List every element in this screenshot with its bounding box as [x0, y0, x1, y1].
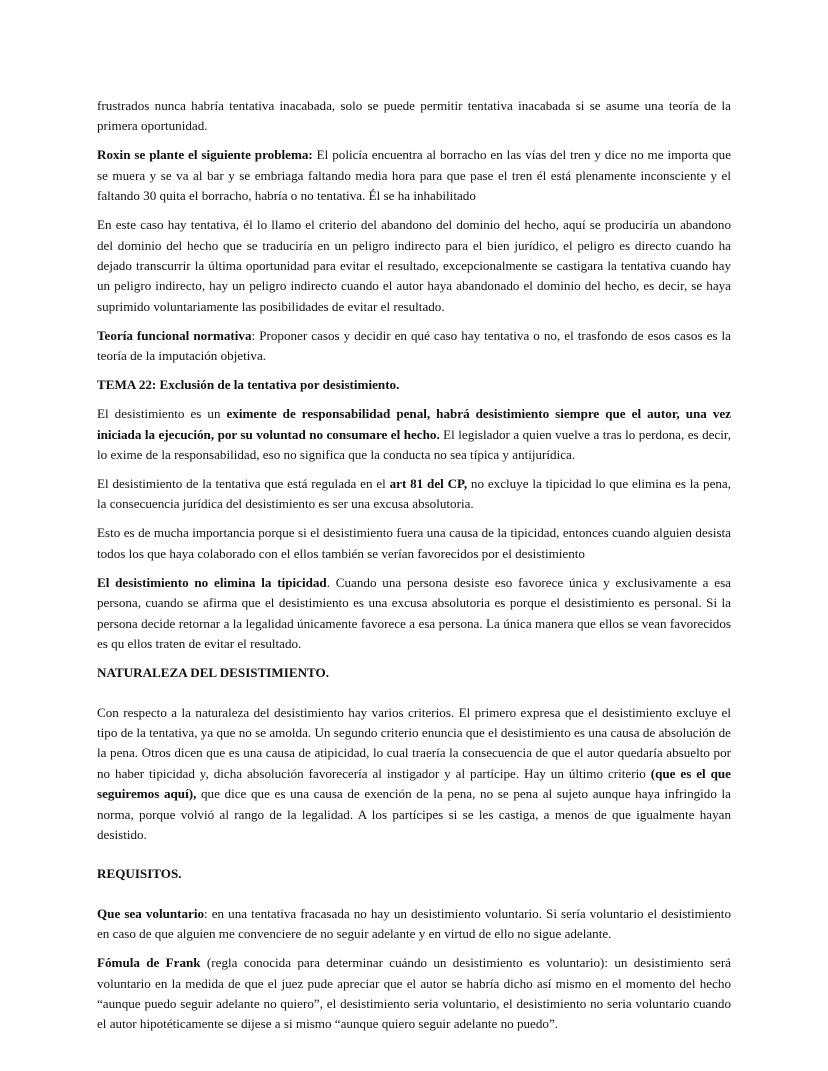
paragraph-text: que dice que es una causa de exención de la pena, no se pena al sujeto aunque haya infringido la norma, porque volvió al rango de la legalidad. A los partícipes si se les castiga, a menos de que igualmente hayan desistido.: [97, 786, 731, 842]
paragraph-teoria-funcional: [97, 326, 731, 367]
paragraph-art-81: [97, 474, 731, 515]
paragraph-naturaleza-criterios: [97, 703, 731, 846]
paragraph-text: frustrados nunca habría tentativa inacabada, solo se puede permitir tentativa inacabada si se asume una teoría de la primera oportunidad.: [97, 98, 731, 134]
heading-text: NATURALEZA DEL DESISTIMIENTO.: [97, 665, 329, 681]
paragraph-text: no excluye la tipicidad lo que elimina es la pena, la consecuencia jurídica del desistimiento es ser una excusa absolutoria.: [97, 476, 732, 512]
paragraph-text: : en una tentativa fracasada no hay un desistimiento voluntario. Si sería voluntario el desistimiento en caso de que alguien me convenciere de no seguir adelante y en virtud de ello no sigue adelante.: [97, 905, 731, 942]
paragraph-text: : Proponer casos y decidir en qué caso hay tentativa o no, el trasfondo de esos casos es la teoría de la imputación objetiva.: [97, 327, 731, 364]
heading-text: TEMA 22: Exclusión de la tentativa por desistimiento.: [97, 377, 400, 393]
paragraph-bold-lead: Roxin se plante el siguiente problema:: [97, 147, 313, 163]
paragraph-bold-lead: Fómula de Frank: [97, 955, 201, 971]
paragraph-text: Esto es de mucha importancia porque si el desistimiento fuera una causa de la tipicidad, entonces cuando alguien desista todos los que haya colaborado con el ellos también se verían favorecidos por el desistimiento: [97, 525, 731, 561]
paragraph-text: . Cuando una persona desiste eso favorece única y exclusivamente a esa persona, cuando se afirma que el desistimiento es una excusa absolutoria es porque el desistimiento es personal. Si la persona decide retornar a la legalidad únicamente favorece a esa persona. La única manera que ellos se vean favorecidos es qu ellos traten de evitar el resultado.: [97, 574, 731, 652]
paragraph-importancia: [97, 523, 731, 564]
paragraph-text: El policía encuentra al borracho en las vías del tren y dice no me importa que se muera y se va al bar y se embriaga faltando media hora para que pase el tren él está plenamente inconsciente y el faltando 30 quita el borracho, habría o no tentativa. Él se ha inhabilitado: [97, 147, 732, 204]
paragraph-bold-lead: Teoría funcional normativa: [97, 327, 252, 343]
paragraph-primera-oportunidad: [97, 96, 731, 137]
paragraph-text: El legislador a quien vuelve a tras lo perdona, es decir, lo exime de la responsabilidad, eso no significa que la conducta no sea típica y antijurídica.: [97, 426, 731, 463]
paragraph-text: En este caso hay tentativa, él lo llamo el criterio del abandono del dominio del hecho, aquí se produciría un abandono del dominio del hecho que se traduciría en un peligro indirecto para el bien jurídico, el peligro es directo cuando ha dejado transcurrir la última oportunidad para evitar el resultado, excepcionalmente se castigara la tentativa cuando hay un peligro indirecto, hay un peligro indirecto cuando el autor haya abandonado el dominio del hecho, es decir, se haya suprimido voluntariamente las posibilidades de evitar el resultado.: [97, 217, 731, 314]
paragraph-voluntario: [97, 904, 731, 945]
paragraph-roxin-problema: [97, 145, 731, 206]
paragraph-definicion-desistimiento: [97, 404, 731, 465]
paragraph-bold-text: eximente de responsabilidad penal, habrá desistimiento siempre que el autor, una vez iniciada la ejecución, por su voluntad no consumare el hecho.: [97, 406, 731, 442]
paragraph-no-elimina-tipicidad: [97, 573, 731, 655]
heading-tema-22: [97, 375, 731, 395]
paragraph-bold-lead: Que sea voluntario: [97, 905, 205, 921]
document-page: [97, 96, 731, 1043]
paragraph-text: Con respecto a la naturaleza del desistimiento hay varios criterios. El primero expresa que el desistimiento excluye el tipo de la tentativa, ya que no se amolda. Un segundo criterio enuncia que el desistimiento es una causa de absolución de la pena. Otros dicen que es una causa de atipicidad, lo cual traería la consecuencia de que el autor quedaría absuelto por no haber tipicidad y, dicha absolución favorecería al instigador y al partícipe. Hay un último criterio: [97, 704, 731, 781]
heading-naturaleza: [97, 663, 731, 683]
paragraph-bold-text: art 81 del CP,: [389, 476, 468, 492]
paragraph-text: El desistimiento de la tentativa que está regulada en el: [97, 476, 390, 492]
heading-text: REQUISITOS.: [97, 866, 182, 882]
paragraph-text: (regla conocida para determinar cuándo un desistimiento es voluntario): un desistimiento será voluntario en la medida de que el juez pude apreciar que el autor se habría dicho así mismo en el momento del hecho “aunque puedo seguir adelante no quiero”, el desistimiento seria voluntario, el desistimiento no seria voluntario cuando el autor hipotéticamente se dijese a si mismo “aunque quiero seguir adelante no puedo”.: [97, 955, 731, 1032]
paragraph-bold-text: (que es el que seguiremos aquí),: [97, 765, 731, 802]
paragraph-abandono-dominio: [97, 215, 731, 317]
paragraph-bold-lead: El desistimiento no elimina la tipicidad: [97, 574, 327, 590]
paragraph-text: El desistimiento es un: [97, 406, 227, 422]
paragraph-formula-frank: [97, 953, 731, 1035]
heading-requisitos: [97, 864, 731, 884]
